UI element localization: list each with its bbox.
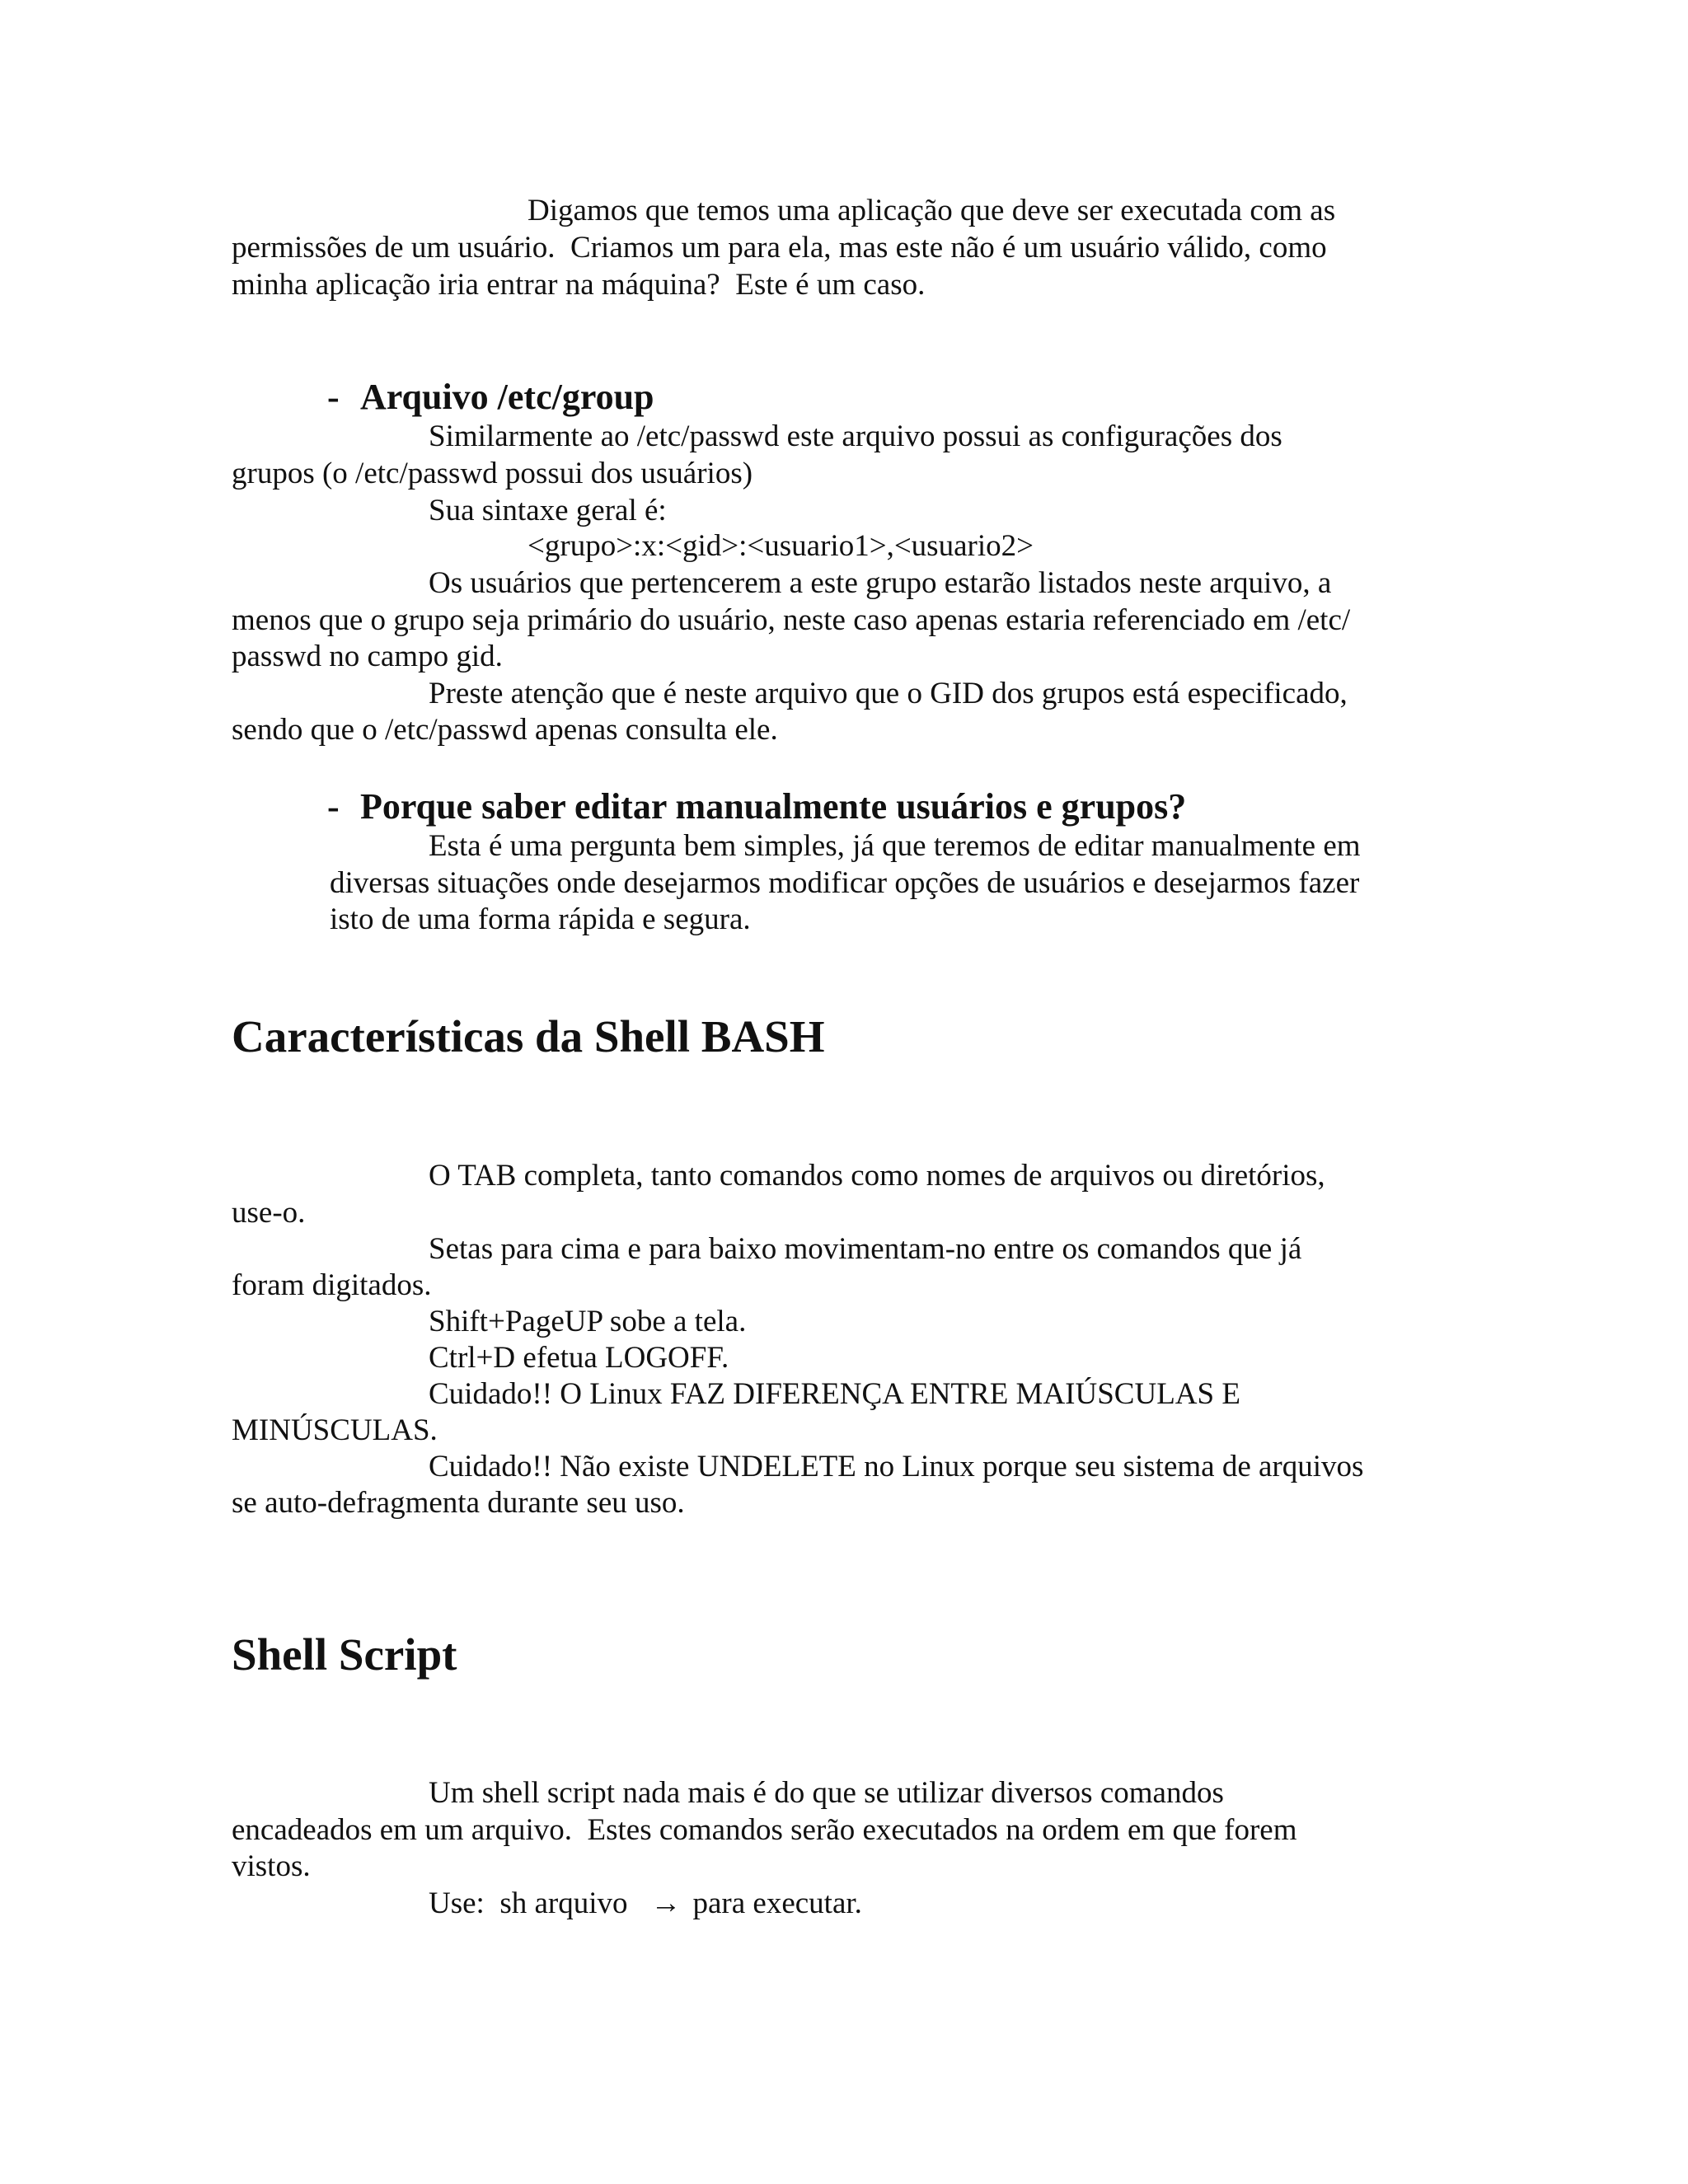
bash-line-4: foram digitados. (232, 1268, 432, 1302)
group-line-7: passwd no campo gid. (232, 640, 503, 673)
manual-line-1: Esta é uma pergunta bem simples, já que teremos de editar manualmente em (429, 829, 1361, 863)
group-line-9: sendo que o /etc/passwd apenas consulta ele. (232, 713, 778, 747)
group-line-3: Sua sintaxe geral é: (429, 494, 667, 527)
bash-line-1: O TAB completa, tanto comandos como nomes de arquivos ou diretórios, (429, 1159, 1325, 1193)
script-line-3: vistos. (232, 1849, 311, 1883)
group-heading-text: Arquivo /etc/group (360, 377, 654, 417)
manual-line-2: diversas situações onde desejarmos modificar opções de usuários e desejarmos fazer (330, 866, 1360, 900)
bash-line-8: MINÚSCULAS. (232, 1413, 438, 1447)
group-line-6: menos que o grupo seja primário do usuário, neste caso apenas estaria referenciado em /etc/ (232, 603, 1351, 637)
script-heading: Shell Script (232, 1629, 457, 1680)
bash-line-10: se auto-defragmenta durante seu uso. (232, 1486, 685, 1520)
bash-line-3: Setas para cima e para baixo movimentam-no entre os comandos que já (429, 1232, 1302, 1266)
intro-line-3: minha aplicação iria entrar na máquina? Este é um caso. (232, 268, 926, 302)
script-usage (429, 1886, 862, 1922)
group-line-8: Preste atenção que é neste arquivo que o GID dos grupos está especificado, (429, 677, 1348, 710)
usage-description: para executar. (692, 1886, 862, 1920)
group-syntax: <grupo>:x:<gid>:<usuario1>,<usuario2> (528, 529, 1034, 563)
group-line-1: Similarmente ao /etc/passwd este arquivo possui as configurações dos (429, 419, 1282, 453)
bash-heading: Características da Shell BASH (232, 1011, 825, 1062)
bullet-dash: - (327, 377, 340, 417)
group-line-2: grupos (o /etc/passwd possui dos usuários) (232, 457, 753, 490)
bash-line-9: Cuidado!! Não existe UNDELETE no Linux porque seu sistema de arquivos (429, 1450, 1364, 1483)
usage-command: Use: sh arquivo (429, 1886, 628, 1920)
bash-line-2: use-o. (232, 1196, 306, 1230)
intro-line-2: permissões de um usuário. Criamos um para ela, mas este não é um usuário válido, como (232, 231, 1327, 265)
group-line-5: Os usuários que pertencerem a este grupo estarão listados neste arquivo, a (429, 566, 1332, 600)
arrow-right-icon: → (650, 1886, 682, 1920)
manual-heading-text: Porque saber editar manualmente usuários e grupos? (360, 786, 1187, 827)
intro-line-1: Digamos que temos uma aplicação que deve ser executada com as (528, 194, 1336, 227)
bash-line-7: Cuidado!! O Linux FAZ DIFERENÇA ENTRE MAIÚSCULAS E (429, 1377, 1240, 1411)
manual-line-3: isto de uma forma rápida e segura. (330, 902, 751, 936)
script-line-1: Um shell script nada mais é do que se utilizar diversos comandos (429, 1776, 1224, 1810)
group-heading (327, 376, 654, 419)
bash-line-6: Ctrl+D efetua LOGOFF. (429, 1341, 729, 1375)
bullet-dash: - (327, 786, 340, 827)
script-line-2: encadeados em um arquivo. Estes comandos serão executados na ordem em que forem (232, 1813, 1297, 1847)
bash-line-5: Shift+PageUP sobe a tela. (429, 1305, 747, 1338)
manual-heading (327, 785, 1186, 828)
